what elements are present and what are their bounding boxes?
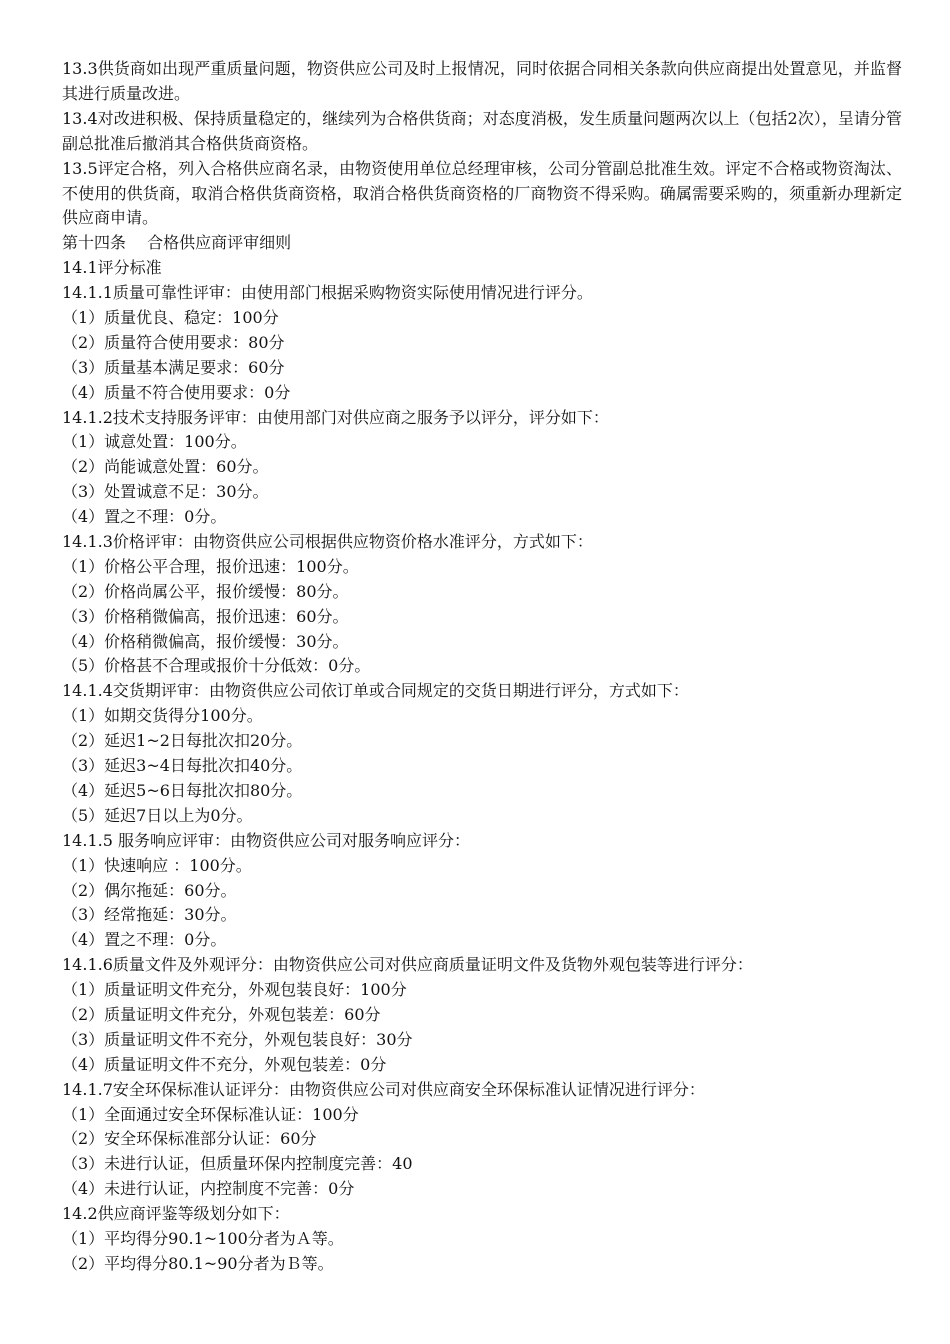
subsection-14-1: 14.1评分标准 [62, 258, 162, 278]
list-item: （2）尚能诚意处置：60分。 [62, 457, 269, 477]
list-item: （2）延迟1~2日每批次扣20分。 [62, 731, 303, 751]
subsection-14-2: 14.2供应商评鉴等级划分如下： [62, 1204, 290, 1224]
list-item: （1）质量优良、稳定：100分 [62, 308, 279, 328]
list-item: （3）处置诚意不足：30分。 [62, 482, 269, 502]
list-item: （2）质量证明文件充分，外观包装差：60分 [62, 1004, 381, 1024]
list-item: （2）平均得分80.1~90分者为Ｂ等。 [62, 1253, 334, 1273]
paragraph-13-3: 13.3供货商如出现严重质量问题，物资供应公司及时上报情况，同时依据合同相关条款向供应商提出处置意见，并监督其进行质量改进。 [62, 59, 902, 103]
list-item: （1）价格公平合理，报价迅速：100分。 [62, 556, 359, 576]
list-item: （3）延迟3~4日每批次扣40分。 [62, 756, 303, 776]
paragraph-13-5: 13.5评定合格，列入合格供应商名录，由物资使用单位总经理审核，公司分管副总批准生效。评定不合格或物资淘汰、不使用的供货商，取消合格供货商资格，取消合格供货商资格的厂商物资不得采购。确属需要采购的，须重新办理新定供应商申请。 [62, 158, 902, 228]
list-item: （1）如期交货得分100分。 [62, 706, 263, 726]
list-item: （2）偶尔拖延：60分。 [62, 880, 237, 900]
criterion-14-1-2: 14.1.2技术支持服务评审：由使用部门对供应商之服务予以评分，评分如下： [62, 407, 609, 427]
list-item: （1）平均得分90.1~100分者为Ａ等。 [62, 1228, 344, 1248]
list-item: （1）快速响应 ：100分。 [62, 855, 252, 875]
list-item: （3）质量证明文件不充分，外观包装良好：30分 [62, 1029, 413, 1049]
criterion-14-1-1: 14.1.1质量可靠性评审：由使用部门根据采购物资实际使用情况进行评分。 [62, 283, 593, 303]
list-item: （2）价格尚属公平，报价缓慢：80分。 [62, 581, 349, 601]
list-item: （2）质量符合使用要求：80分 [62, 332, 285, 352]
criterion-14-1-4: 14.1.4交货期评审：由物资供应公司依订单或合同规定的交货日期进行评分，方式如下： [62, 681, 689, 701]
document-page [62, 57, 902, 1277]
criterion-14-1-6: 14.1.6质量文件及外观评分：由物资供应公司对供应商质量证明文件及货物外观包装等进行评分： [62, 955, 753, 975]
list-item: （3）价格稍微偏高，报价迅速：60分。 [62, 606, 349, 626]
section-heading-14: 第十四条 合格供应商评审细则 [62, 233, 292, 253]
list-item: （1）全面通过安全环保标准认证：100分 [62, 1104, 359, 1124]
list-item: （4）置之不理：0分。 [62, 930, 227, 950]
paragraph-13-4: 13.4对改进积极、保持质量稳定的，继续列为合格供货商；对态度消极，发生质量问题两次以上（包括2次），呈请分管副总批准后撤消其合格供货商资格。 [62, 108, 902, 153]
list-item: （4）置之不理：0分。 [62, 507, 227, 527]
list-item: （3）质量基本满足要求：60分 [62, 357, 285, 377]
list-item: （2）安全环保标准部分认证：60分 [62, 1129, 317, 1149]
list-item: （4）延迟5~6日每批次扣80分。 [62, 780, 303, 800]
list-item: （5）价格甚不合理或报价十分低效：0分。 [62, 656, 371, 676]
list-item: （1）诚意处置：100分。 [62, 432, 247, 452]
list-item: （3）经常拖延：30分。 [62, 905, 237, 925]
criterion-14-1-7: 14.1.7安全环保标准认证评分：由物资供应公司对供应商安全环保标准认证情况进行评分： [62, 1079, 705, 1099]
criterion-14-1-5: 14.1.5 服务响应评审：由物资供应公司对服务响应评分： [62, 830, 470, 850]
list-item: （5）延迟7日以上为0分。 [62, 805, 253, 825]
list-item: （4）未进行认证，内控制度不完善：0分 [62, 1179, 355, 1199]
list-item: （4）价格稍微偏高，报价缓慢：30分。 [62, 631, 349, 651]
list-item: （1）质量证明文件充分，外观包装良好：100分 [62, 980, 407, 1000]
list-item: （4）质量不符合使用要求：0分 [62, 382, 291, 402]
criterion-14-1-3: 14.1.3价格评审：由物资供应公司根据供应物资价格水准评分，方式如下： [62, 532, 593, 552]
list-item: （4）质量证明文件不充分，外观包装差：0分 [62, 1054, 387, 1074]
list-item: （3）未进行认证，但质量环保内控制度完善：40 [62, 1154, 413, 1174]
